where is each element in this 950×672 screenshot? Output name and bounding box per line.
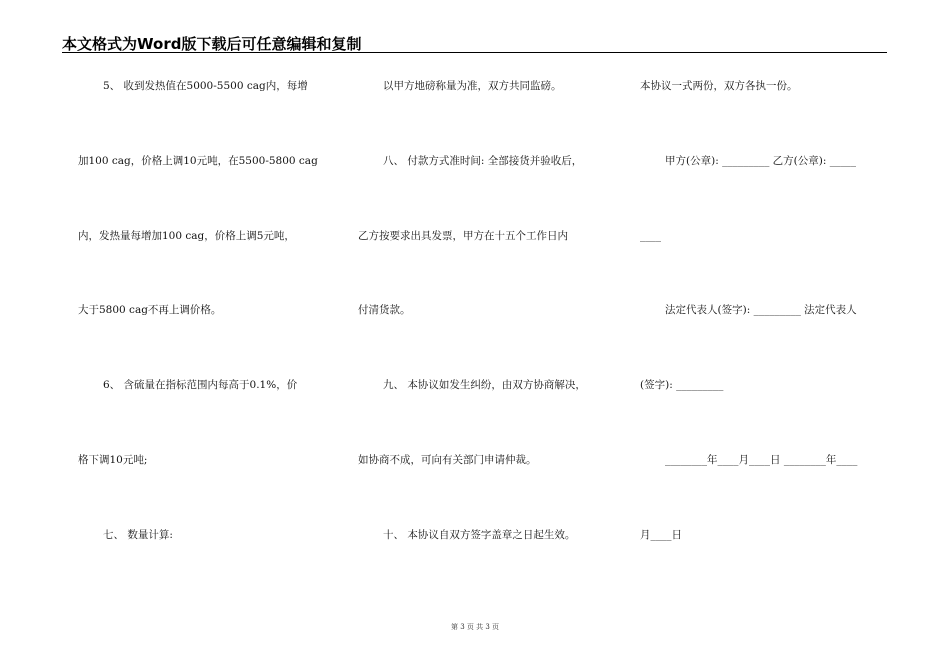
middle-line-5: 九、 本协议如发生纠纷，由双方协商解决， <box>383 379 586 391</box>
right-line-2: 甲方(公章): _________ 乙方(公章): _____ <box>665 155 856 167</box>
left-line-5: 6、 含硫量在指标范围内每高于0.1%，价 <box>103 379 298 391</box>
middle-line-4: 付清货款。 <box>358 304 411 316</box>
right-line-7: 月____日 <box>640 529 682 541</box>
middle-line-1: 以甲方地磅称量为准，双方共同监磅。 <box>383 80 562 92</box>
left-line-7: 七、 数量计算: <box>103 529 173 541</box>
left-line-1: 5、 收到发热值在5000-5500 cag内，每增 <box>103 80 308 92</box>
left-line-6: 格下调10元吨; <box>78 454 148 466</box>
document-title: 本文格式为Word版下载后可任意编辑和复制 <box>62 35 362 53</box>
right-line-6: ________年____月____日 ________年____ <box>665 454 858 466</box>
header-divider <box>62 52 887 53</box>
right-line-4: 法定代表人(签字): _________ 法定代表人 <box>665 304 857 316</box>
page-number: 第 3 页 共 3 页 <box>450 623 500 631</box>
right-line-3: ____ <box>640 230 661 242</box>
left-line-3: 内，发热量每增加100 cag，价格上调5元吨， <box>78 230 295 242</box>
right-line-5: (签字): _________ <box>640 379 724 391</box>
middle-line-7: 十、 本协议自双方签字盖章之日起生效。 <box>383 529 576 541</box>
middle-line-6: 如协商不成，可向有关部门申请仲裁。 <box>358 454 537 466</box>
middle-line-3: 乙方按要求出具发票，甲方在十五个工作日内 <box>358 230 568 242</box>
right-line-1: 本协议一式两份，双方各执一份。 <box>640 80 798 92</box>
left-line-4: 大于5800 cag不再上调价格。 <box>78 304 222 316</box>
left-line-2: 加100 cag，价格上调10元吨，在5500-5800 cag <box>78 155 318 167</box>
middle-line-2: 八、 付款方式准时间: 全部接货并验收后， <box>383 155 583 167</box>
